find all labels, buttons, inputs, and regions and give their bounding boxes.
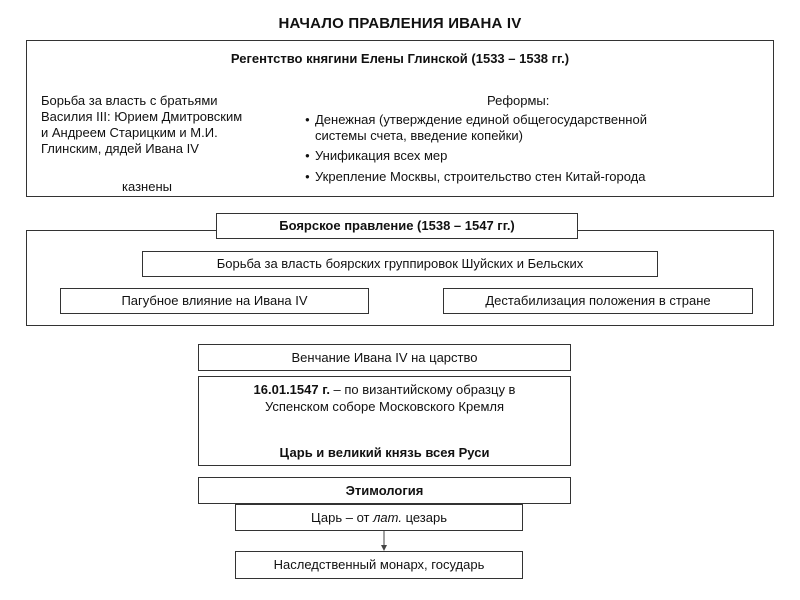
coronation-result: Царь и великий князь всея Руси — [279, 445, 490, 460]
struggle-line: Василия III: Юрием Дмитровским — [41, 109, 243, 124]
page-title: НАЧАЛО ПРАВЛЕНИЯ ИВАНА IV — [278, 14, 522, 32]
coronation-line-1 — [199, 382, 570, 398]
boyar-heading: Боярское правление (1538 – 1547 гг.) — [216, 213, 578, 239]
reform-item — [305, 169, 755, 185]
reform-item — [305, 148, 755, 164]
coronation-heading: Венчание Ивана IV на царство — [198, 344, 571, 371]
reforms-list — [305, 112, 755, 185]
boyar-struggle: Борьба за власть боярских группировок Шуйских и Бельских — [142, 251, 658, 277]
reform-item — [305, 112, 755, 144]
right-effect: Дестабилизация положения в стране — [443, 288, 753, 314]
struggle-text — [41, 93, 296, 157]
executed-label: казнены — [122, 179, 172, 194]
etymology-heading: Этимология — [198, 477, 571, 504]
etymology-meaning: Наследственный монарх, государь — [235, 551, 523, 579]
reforms-heading: Реформы: — [487, 93, 550, 108]
etymology-origin — [235, 504, 523, 531]
struggle-line: и Андреем Старицким и М.И. — [41, 125, 218, 140]
struggle-line: Борьба за власть с братьями — [41, 93, 218, 108]
etymology-lat: лат. — [373, 509, 402, 525]
left-effect: Пагубное влияние на Ивана IV — [60, 288, 369, 314]
etymology-suffix: цезарь — [401, 509, 448, 525]
coronation-desc: – по византийскому образцу в — [329, 382, 516, 397]
reform-text: системы счета, введение копейки) — [315, 128, 523, 143]
regency-heading: Регентство княгини Елены Глинской (1533 – 1538 гг.) — [230, 51, 570, 66]
regency-panel — [26, 40, 774, 197]
reform-text: ● Укрепление Москвы, строительство стен Китай-города — [315, 169, 646, 184]
coronation-date: 16.01.1547 г. — [253, 382, 330, 397]
coronation-panel — [198, 376, 571, 466]
coronation-line-2: Успенском соборе Московского Кремля — [264, 399, 505, 414]
reform-text: ● Денежная (утверждение единой общегосударственной — [315, 112, 647, 127]
reform-text: ● Унификация всех мер — [315, 148, 448, 163]
struggle-line: Глинским, дядей Ивана IV — [41, 141, 199, 156]
etymology-prefix: Царь – от — [310, 509, 374, 525]
